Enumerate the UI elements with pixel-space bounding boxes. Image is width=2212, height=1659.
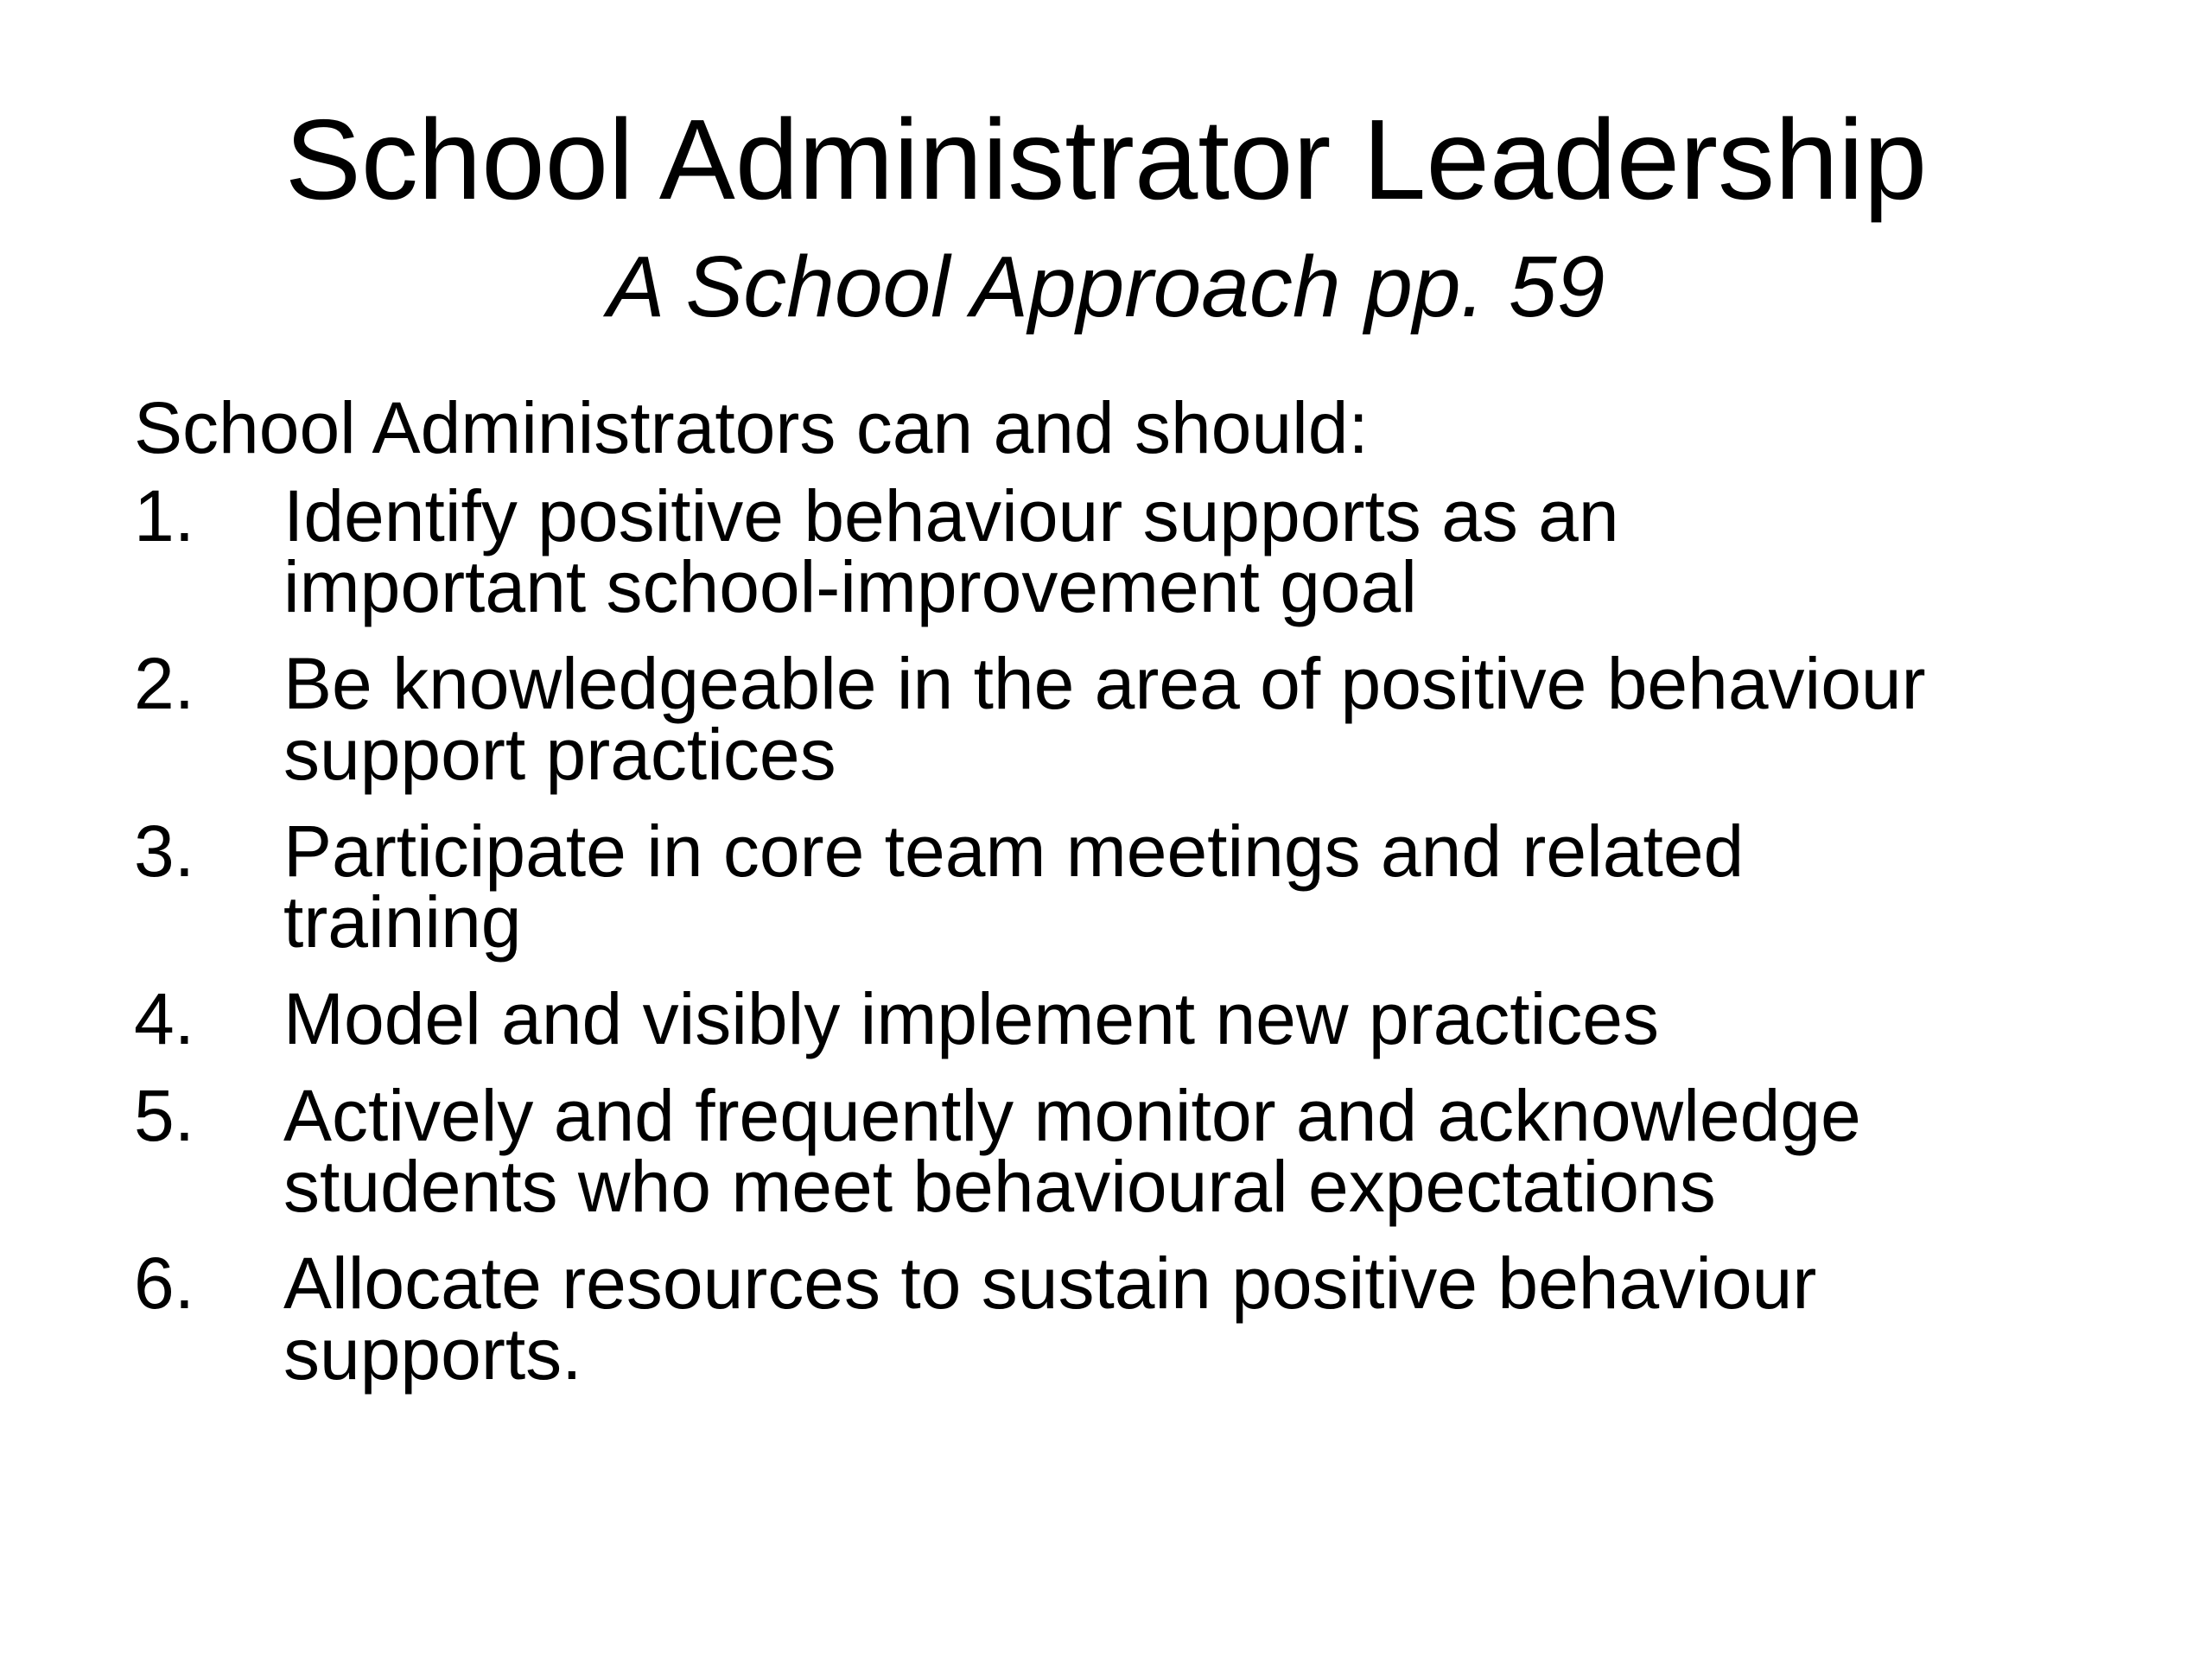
list-item-line: Identify positive behaviour supports as an <box>283 475 1619 556</box>
list-item-number: 5. <box>134 1075 195 1156</box>
list-item-number: 2. <box>134 643 195 724</box>
list-item-line: Participate in core team meetings and related <box>283 810 1745 892</box>
list-item-line: Be knowledgeable in the area of positive behaviour <box>283 643 1926 724</box>
list-item-number: 3. <box>134 810 195 892</box>
list-item-line: students who meet behavioural expectations <box>283 1146 1716 1227</box>
list-item <box>134 475 2121 627</box>
list-item-line: Model and visibly implement new practices <box>283 978 1660 1059</box>
list-item-line: Actively and frequently monitor and acknowledge <box>283 1075 1861 1156</box>
list-item <box>134 1243 2121 1395</box>
list-item <box>134 1075 2121 1227</box>
list-item <box>134 810 2121 963</box>
list-item-line: important school-improvement goal <box>283 546 1417 627</box>
intro-text: School Administrators can and should: <box>134 387 1369 468</box>
list-item <box>134 643 2121 795</box>
list-item-line: supports. <box>283 1313 582 1395</box>
list-item-number: 4. <box>134 978 195 1059</box>
responsibilities-list <box>134 475 2121 1415</box>
list-item-line: Allocate resources to sustain positive behaviour <box>283 1243 1817 1324</box>
list-item-line: support practices <box>283 714 836 795</box>
list-item-number: 6. <box>134 1243 195 1324</box>
list-item <box>134 978 2121 1059</box>
slide-subtitle: A School Approach pp. 59 <box>607 238 1605 335</box>
list-item-number: 1. <box>134 475 195 556</box>
list-item-line: training <box>283 881 522 963</box>
slide-title: School Administrator Leadership <box>284 96 1928 223</box>
